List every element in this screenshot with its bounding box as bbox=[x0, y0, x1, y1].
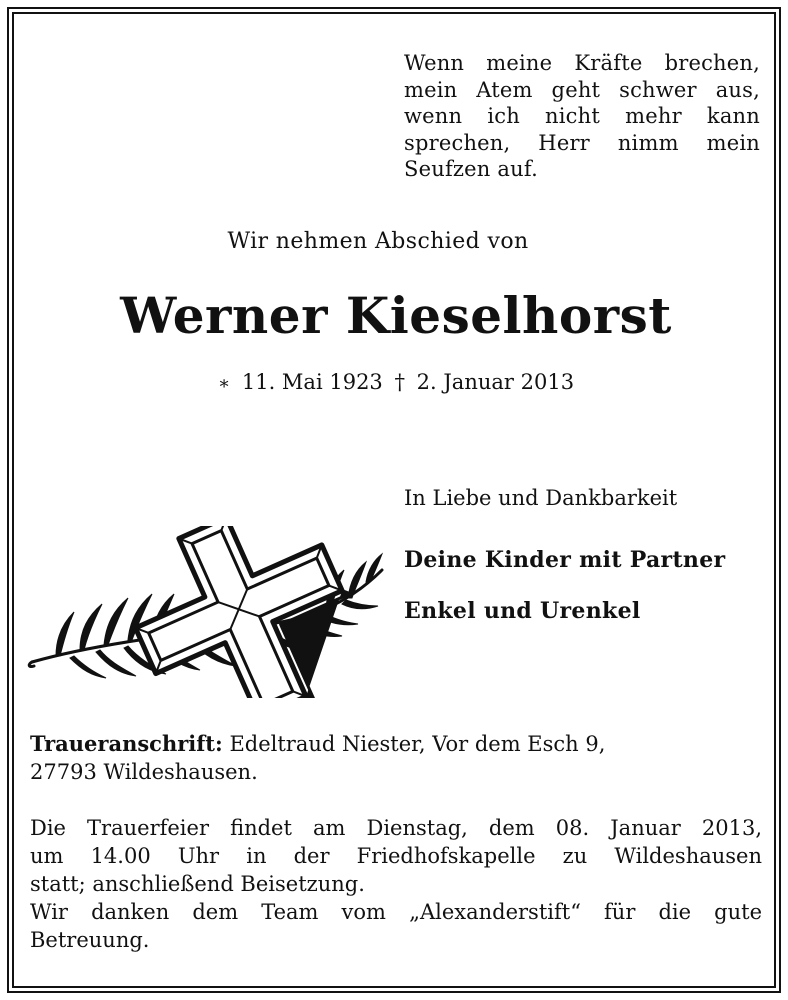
birth-date: 11. Mai 1923 bbox=[241, 370, 383, 394]
mourner-children: Deine Kinder mit Partner bbox=[404, 547, 726, 573]
verse-line: wenn ich nicht mehr kann bbox=[404, 104, 760, 128]
service-line: um 14.00 Uhr in der Friedhofskapelle zu Wildeshausen bbox=[30, 844, 762, 868]
death-cross-icon: † bbox=[394, 370, 405, 394]
farewell-heading: Wir nehmen Abschied von bbox=[227, 229, 529, 254]
address-line2: 27793 Wildeshausen. bbox=[30, 760, 258, 784]
deceased-name: Werner Kieselhorst bbox=[120, 286, 672, 345]
service-thanks-line: Wir danken dem Team vom „Alexanderstift“ für die gute bbox=[30, 900, 762, 924]
life-dates bbox=[0, 370, 788, 394]
service-thanks-line: Betreuung. bbox=[30, 928, 150, 952]
verse-line: Wenn meine Kräfte brechen, bbox=[404, 51, 760, 75]
death-date: 2. Januar 2013 bbox=[416, 370, 575, 394]
birth-star-icon: ∗ bbox=[217, 373, 231, 394]
verse-quote bbox=[404, 50, 760, 183]
address-line1: Edeltraud Niester, Vor dem Esch 9, bbox=[229, 732, 606, 756]
mourner-grandchildren: Enkel und Urenkel bbox=[404, 598, 641, 624]
thanks-line: In Liebe und Dankbarkeit bbox=[404, 486, 678, 510]
verse-line: mein Atem geht schwer aus, bbox=[404, 77, 760, 102]
verse-line: sprechen, Herr nimm mein bbox=[404, 130, 760, 155]
verse-line: Seufzen auf. bbox=[404, 157, 538, 181]
service-line: statt; anschließend Beisetzung. bbox=[30, 872, 365, 896]
funeral-service-notice bbox=[30, 814, 762, 954]
mourning-address bbox=[30, 730, 762, 786]
service-line: Die Trauerfeier findet am Dienstag, dem 08. Januar 2013, bbox=[30, 816, 762, 840]
address-label: Traueranschrift: bbox=[30, 731, 223, 756]
cross-with-palm-branch-icon bbox=[26, 526, 392, 698]
